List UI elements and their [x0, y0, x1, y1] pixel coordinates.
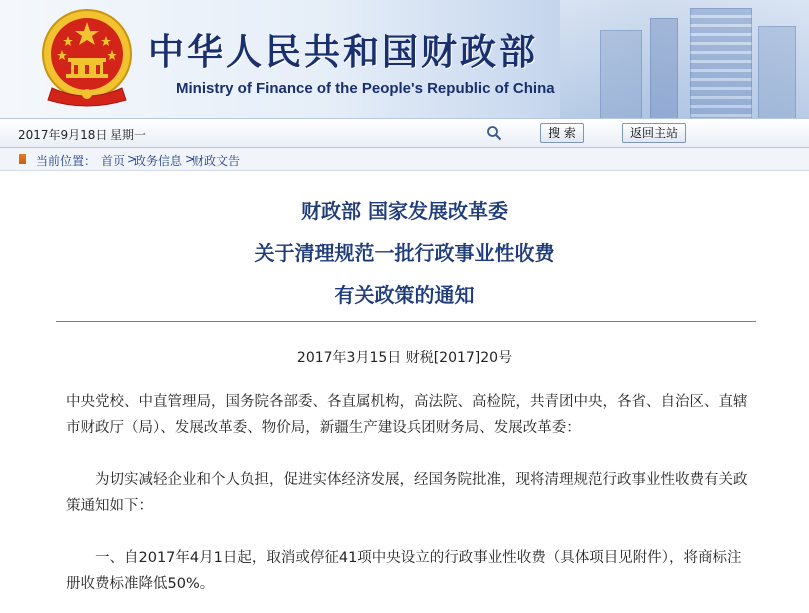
- article-title-line: 有关政策的通知: [334, 283, 475, 307]
- site-title-en: Ministry of Finance of the People's Republic of China: [176, 80, 555, 97]
- title-divider: [56, 321, 756, 322]
- magnifier-icon: [486, 125, 502, 141]
- top-toolbar: [0, 118, 809, 148]
- site-banner: [0, 0, 809, 118]
- banner-building-image: [600, 30, 642, 118]
- breadcrumb-separator: >: [185, 152, 196, 166]
- national-emblem-icon: [40, 8, 134, 108]
- banner-building-image: [758, 26, 796, 118]
- article-title-line: 财政部 国家发展改革委: [301, 199, 508, 223]
- breadcrumb-finance-notices-link[interactable]: 财政文告: [192, 154, 241, 168]
- breadcrumb-home-link[interactable]: 首页: [101, 154, 126, 168]
- article-paragraph-addressees: 中央党校、中直管理局，国务院各部委、各直属机构，高法院、高检院，共青团中央，各省、自治区、直辖市财政厅（局）、发展改革委、物价局，新疆生产建设兵团财务局、发展改革委：: [66, 394, 748, 436]
- site-title-cn: 中华人民共和国财政部: [148, 32, 539, 73]
- article-paragraph-intro: 为切实减轻企业和个人负担，促进实体经济发展，经国务院批准，现将清理规范行政事业性收费有关政策通知如下：: [66, 472, 748, 514]
- back-to-main-site-button[interactable]: 返回主站: [622, 123, 686, 143]
- banner-building-image: [690, 8, 752, 118]
- article-content: [0, 171, 809, 611]
- location-marker-icon: [19, 154, 26, 164]
- article-paragraph-item-1: 一、自2017年4月1日起，取消或停征41项中央设立的行政事业性收费（具体项目见附件），将商标注册收费标准降低50%。: [66, 550, 742, 592]
- breadcrumb-separator: >: [127, 152, 138, 166]
- breadcrumb-label: 当前位置：: [36, 154, 97, 168]
- article-date-and-number: 2017年3月15日 财税[2017]20号: [296, 350, 513, 366]
- article-title-line: 关于清理规范一批行政事业性收费: [254, 241, 555, 265]
- current-weekday: 星期一: [110, 128, 147, 142]
- breadcrumb-gov-info-link[interactable]: 政务信息: [134, 154, 183, 168]
- search-button[interactable]: 搜 索: [540, 123, 584, 143]
- banner-building-image: [650, 18, 678, 118]
- breadcrumb: [0, 148, 809, 171]
- current-date: 2017年9月18日: [18, 128, 108, 142]
